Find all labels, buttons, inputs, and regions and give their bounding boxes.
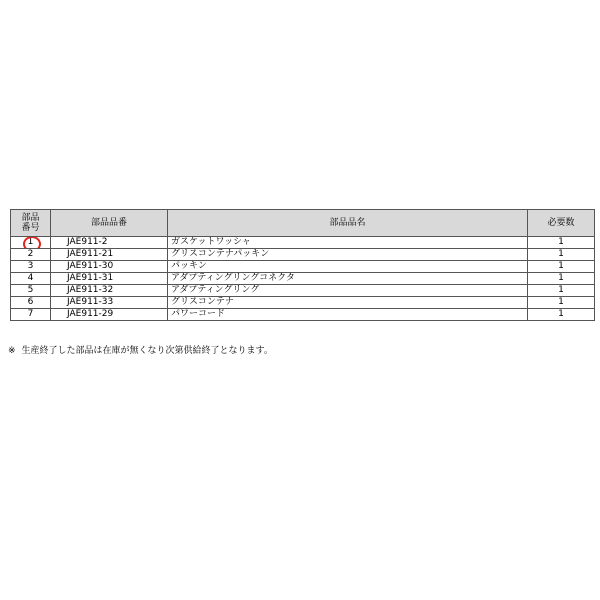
- table-row: [11, 237, 595, 249]
- parts-table: [10, 209, 595, 321]
- row-number: 3: [11, 261, 51, 273]
- row-quantity: 1: [528, 261, 595, 273]
- row-part-code: JAE911-29: [51, 309, 168, 321]
- row-part-code: JAE911-33: [51, 297, 168, 309]
- row-number: 7: [11, 309, 51, 321]
- table-row: [11, 285, 595, 297]
- row-part-code: JAE911-21: [51, 249, 168, 261]
- row-quantity: 1: [528, 273, 595, 285]
- row-number: 6: [11, 297, 51, 309]
- header-part-code: 部品品番: [51, 210, 168, 237]
- table-row: [11, 273, 595, 285]
- header-part-number-index: [11, 210, 51, 237]
- row-quantity: 1: [528, 237, 595, 249]
- discontinued-parts-note: [8, 343, 273, 356]
- table-row: [11, 309, 595, 321]
- note-text: 生産終了した部品は在庫が無くなり次第供給終了となります。: [21, 346, 273, 356]
- row-quantity: 1: [528, 309, 595, 321]
- row-part-name: アダプティングリング: [168, 285, 528, 297]
- row-quantity: 1: [528, 297, 595, 309]
- row-part-name: グリスコンテナ: [168, 297, 528, 309]
- header-quantity: 必要数: [528, 210, 595, 237]
- row-part-name: ガスケットワッシャ: [168, 237, 528, 249]
- row-part-name: アダプティングリングコネクタ: [168, 273, 528, 285]
- row-number: 2: [11, 249, 51, 261]
- row-quantity: 1: [528, 285, 595, 297]
- header-part-name: 部品品名: [168, 210, 528, 237]
- row-number-cell: [11, 237, 51, 249]
- row-number: 5: [11, 285, 51, 297]
- row-number: 4: [11, 273, 51, 285]
- table-row: [11, 261, 595, 273]
- row-part-code: JAE911-30: [51, 261, 168, 273]
- row-part-code: JAE911-31: [51, 273, 168, 285]
- row-part-name: グリスコンテナパッキン: [168, 249, 528, 261]
- highlight-circle: [23, 237, 41, 249]
- header-number-line2: 番号: [21, 223, 40, 233]
- table-header-row: [11, 210, 595, 237]
- header-number-line1: 部品: [21, 213, 40, 223]
- row-part-name: パワーコード: [168, 309, 528, 321]
- row-number: 1: [27, 237, 34, 247]
- row-part-name: パッキン: [168, 261, 528, 273]
- row-part-code: JAE911-2: [51, 237, 168, 249]
- table-row: [11, 249, 595, 261]
- row-quantity: 1: [528, 249, 595, 261]
- note-mark: ※: [8, 346, 16, 356]
- table-row: [11, 297, 595, 309]
- row-part-code: JAE911-32: [51, 285, 168, 297]
